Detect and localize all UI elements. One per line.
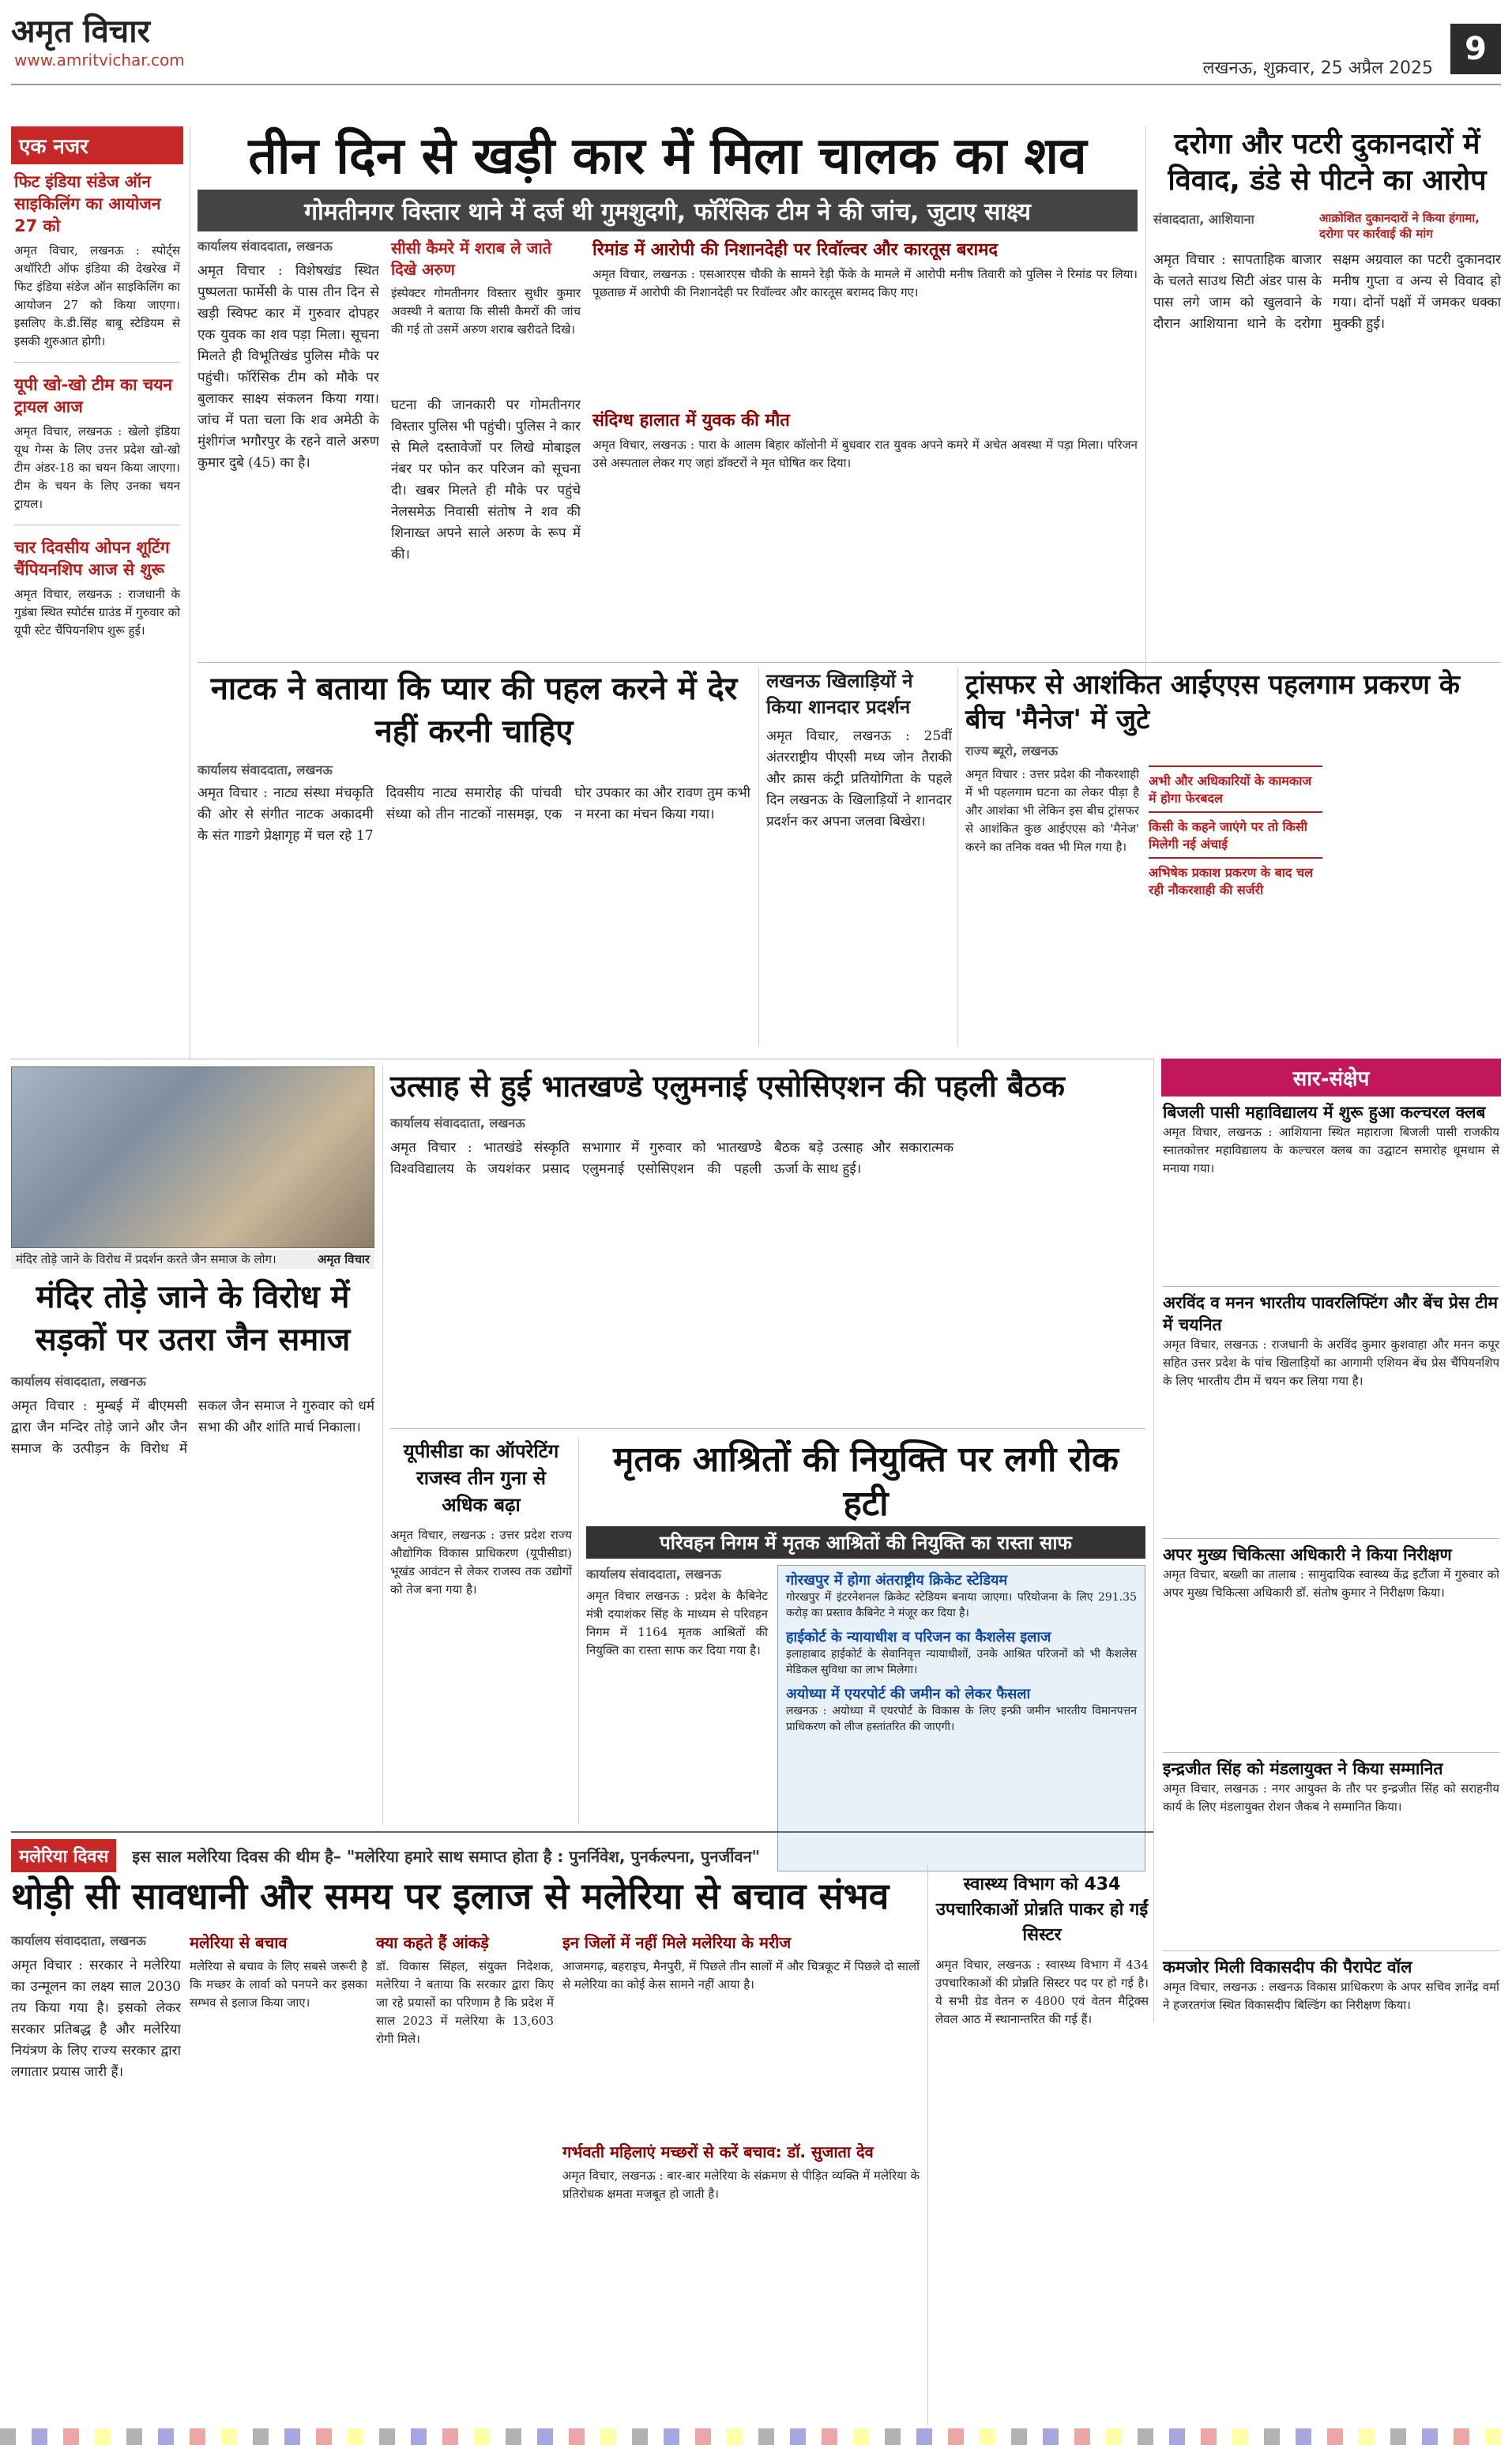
brief-title-1: फिट इंडिया संडेज ऑन साइकिलिंग का आयोजन 27 को [14,172,161,235]
lead-headline[interactable]: तीन दिन से खड़ी कार में मिला चालक का शव [248,127,1087,186]
jain-body: अमृत विचार : मुम्बई में बीएमसी द्वारा जैन मन्दिर तोड़े जाने और जैन समाज के उत्पीड़न के विरोध में सकल जैन समाज ने गुरुवार को धर्म सभा की और शांति मार्च निकाला। [11,1398,374,1457]
malaria-box-1-title: मलेरिया से बचाव [190,1933,288,1952]
jain-headline[interactable]: मंदिर तोड़े जाने के विरोध में सड़कों पर उतरा जैन समाज [35,1279,351,1358]
malaria-box-1 [190,1932,367,2400]
malaria-tag: मलेरिया दिवस [11,1839,116,1872]
column-rule [1145,126,1146,679]
daroga-story [1153,126,1501,550]
natak-body: अमृत विचार : नाट्य संस्था मंचकृति की ओर से संगीत नाटक अकादमी के संत गाडगे प्रेक्षागृह में चल रहे 17 दिवसीय नाट्य समारोह की पांचवी संध्या को तीन नाटकों नासमझ, एक घोर उपकार का और रावण तुम कभी न मरना का मंचन किया गया। [197,785,750,844]
upeida-body: अमृत विचार, लखनऊ : उत्तर प्रदेश राज्य औद्योगिक विकास प्राधिकरण (यूपीसीडा) भूखंड आवंटन से लेकर राजस्व तक उद्योगों को तेज बना गया है। [390,1528,572,1597]
remand-title: रिमांड में आरोपी की निशानदेही पर रिवॉल्वर और कारतूस बरामद [592,240,999,260]
ek-nazar-header: एक नजर [11,126,183,164]
alumni-story [390,1066,1145,1422]
lead-byline: कार्यालय संवाददाता, लखनऊ [197,239,333,254]
saar-body-2: अमृत विचार, लखनऊ : राजधानी के अरविंद कुमार कुशवाहा और मनन कपूर सहित उत्तर प्रदेश के पांच खिलाड़ियों का आगामी एशियन बेंच प्रेस चैंपियनशिप के लिए भारतीय टीम में चयन कर लिया गया है। [1163,1337,1499,1388]
saar-body-5: अमृत विचार, लखनऊ : लखनऊ विकास प्राधिकरण के अपर सचिव ज्ञानेंद्र वर्मा ने हजरतगंज स्थित विकासदीप बिल्डिंग का निरीक्षण किया। [1163,1980,1499,2012]
transfer-body-cont [1332,765,1501,1058]
nurse-promotion-story [935,1872,1149,2398]
dateline: लखनऊ, शुक्रवार, 25 अप्रैल 2025 [1202,58,1433,78]
suspicious-death-title: संदिग्ध हालात में युवक की मौत [592,411,790,431]
daroga-byline: संवाददाता, आशियाना [1153,212,1254,227]
mritak-story [586,1438,1145,1871]
malaria-lead [11,1932,181,2398]
lead-deck: गोमतीनगर विस्तार थाने में दर्ज थी गुमशुदगी, फॉरेंसिक टीम ने की जांच, जुटाए साक्ष्य [197,190,1138,231]
upeida-story [390,1438,572,1874]
cctv-sidebar-title: सीसी कैमरे में शराब ले जाते दिखे अरुण [391,239,552,279]
malaria-box-4-title: गर्भवती महिलाएं मच्छरों से करें बचाव: डॉ. सुजाता देव [562,2142,874,2161]
malaria-box-3-body: आजमगढ़, बहराइच, मैनपुरी, में पिछले तीन सालों में और चित्रकूट में पिछले दो सालों से मलेरिया का कोई केस सामने नहीं आया है। [562,1959,920,1992]
saar-body-3: अमृत विचार, बख्शी का तालाब : सामुदायिक स्वास्थ्य केंद्र इटौंजा में गुरुवार को अपर मुख्य चिकित्सा अधिकारी डॉ. संतोष कुमार ने निरीक्षण किया। [1163,1567,1499,1600]
nurse-promotion-body: अमृत विचार, लखनऊ : स्वास्थ्य विभाग में 434 उपचारिकाओं की प्रोन्नति सिस्टर पद पर हो गई है। ये सभी ग्रेड वेतन रु 4800 एवं वेतन मैट्रिक्स लेवल आठ में स्थानान्तरित की गई हैं। [935,1958,1149,2026]
column-rule [382,1066,383,1825]
jain-photo-caption-text: मंदिर तोड़े जाने के विरोध में प्रदर्शन करते जैन समाज के लोग। [16,1252,276,1266]
column-rule [758,668,759,1047]
mritak-byline: कार्यालय संवाददाता, लखनऊ [586,1567,721,1582]
saar-title-4[interactable]: इन्द्रजीत सिंह को मंडलायुक्त ने किया सम्मानित [1163,1759,1443,1778]
divider [197,662,1501,663]
suspicious-death-body: अमृत विचार, लखनऊ : पारा के आलम बिहार कॉलोनी में बुधवार रात युवक अपने कमरे में अचेत अवस्था में पड़ा मिला। परिजन उसे अस्पताल लेकर गए जहां डॉक्टरों ने मृत घोषित कर दिया। [592,438,1138,470]
malaria-box-2 [376,1932,554,2400]
natak-headline[interactable]: नाटक ने बताया कि प्यार की पहल करने में देर नहीं करनी चाहिए [210,671,738,750]
transfer-point-3: अभिषेक प्रकाश प्रकरण के बाद चल रही नौकरशाही की सर्जरी [1149,857,1322,903]
alumni-byline: कार्यालय संवाददाता, लखनऊ [390,1115,525,1130]
malaria-headline[interactable]: थोड़ी सी सावधानी और समय पर इलाज से मलेरिया से बचाव संभव [11,1875,890,1917]
divider [1163,1538,1499,1539]
divider [1163,1950,1499,1951]
saar-body-1: अमृत विचार, लखनऊ : आशियाना स्थित महाराजा बिजली पासी राजकीय स्नातकोत्तर महाविद्यालय के कल्चरल क्लब का उद्घाटन समारोह धूमधाम से मनाया गया। [1163,1125,1499,1175]
brief-body-1: अमृत विचार, लखनऊ : स्पोर्ट्स अथॉरिटी ऑफ इंडिया की देखरेख में फिट इंडिया संडेज ऑन साइकिलिंग का आयोजन 27 को किया जाएगा। इसलिए के.डी.सिंह बाबू स्टेडियम से इसकी शुरुआत होगी। [14,243,180,348]
page-number: 9 [1450,24,1501,74]
jain-photo-caption [11,1250,374,1269]
malaria-band [11,1839,1145,1872]
ek-nazar-column [11,126,183,1059]
mritak-headline[interactable]: मृतक आश्रितों की नियुक्ति पर लगी रोक हटी [613,1439,1119,1524]
divider [1163,1286,1499,1287]
khiladi-body: अमृत विचार, लखनऊ : 25वीं अंतरराष्ट्रीय पीएसी मध्य जोन तैराकी और क्रास कंट्री प्रतियोगिता के पहले दिन लखनऊ के खिलाड़ियों ने शानदार प्रदर्शन कर अपना जलवा बिखेरा। [766,728,952,829]
divider [14,362,180,363]
malaria-byline: कार्यालय संवाददाता, लखनऊ [11,1933,146,1948]
jain-byline: कार्यालय संवाददाता, लखनऊ [11,1374,146,1389]
stadium-body: गोरखपुर में इंटरनेशनल क्रिकेट स्टेडियम बनाया जाएगा। परियोजना के लिए 291.35 करोड़ का प्रस्ताव कैबिनेट ने मंजूर कर दिया है। [786,1591,1137,1619]
khiladi-story [766,668,952,1026]
jain-story [11,1276,374,1838]
saar-title-1[interactable]: बिजली पासी महाविद्यालय में शुरू हुआ कल्चरल क्लब [1163,1103,1486,1122]
khiladi-headline[interactable]: लखनऊ खिलाड़ियों ने किया शानदार प्रदर्शन [766,670,913,718]
transfer-headline[interactable]: ट्रांसफर से आशंकित आईएएस पहलगाम प्रकरण के बीच 'मैनेज' में जुटे [965,669,1461,735]
transfer-body: अमृत विचार : उत्तर प्रदेश की नौकरशाही में भी पहलगाम घटना का लेकर पीड़ा है और आशंका भी लेकिन इस बीच ट्रांसफर से आशंकित कुछ आईएएस को 'मैनेज' करने का तनिक वक्त भी मिल गया है। [965,767,1139,854]
column-rule [957,668,958,1047]
brief-body-3: अमृत विचार, लखनऊ : राजधानी के गुडंबा स्थित स्पोर्टस ग्राउंड में गुरुवार को यूपी स्टेट चैंपियनशिप शुरू हुई। [14,587,180,638]
remand-story [592,237,1138,594]
malaria-headline-block [11,1872,920,1920]
brief-body-2: अमृत विचार, लखनऊ : खेलो इंडिया यूथ गेम्स के लिए उत्तर प्रदेश खो-खो टीम अंडर-18 का चयन किया जाएगा। टीम के चयन के लिए उनका चयन ट्रायल। [14,424,180,511]
transfer-story [965,668,1501,1058]
malaria-body: अमृत विचार : सरकार ने मलेरिया का उन्मूलन का लक्ष्य साल 2030 तय किया गया है। इसको लेकर सरकार प्रतिबद्ध है और मलेरिया नियंत्रण के लिए राज्य सरकार द्वारा लगातार प्रयास जारी हैं। [11,1958,181,2080]
lead-story [197,126,1138,231]
lead-body-2: घटना की जानकारी पर गोमतीनगर विस्तार पुलिस भी पहुंची। पुलिस ने कार से मिले दस्तावेजों पर लिखे मोबाइल नंबर पर फोन कर परिजन को सूचना दी। खबर मिलते ही मौके पर पहुंचे नेलसमेऊ निवासी संतोष ने शव की शिनाख्त अपने साले अरुण के रूप में की। [391,397,581,562]
transfer-point-1: अभी और अधिकारियों के कामकाज में होगा फेरबदल [1149,765,1322,811]
transfer-byline: राज्य ब्यूरो, लखनऊ [965,743,1059,758]
malaria-box-3 [562,1932,920,2388]
daroga-body: अमृत विचार : सापताहिक बाजार के चलते साउथ सिटी अंडर पास के पास लगे जाम को खुलवाने के दौरान आशियाना थाने के दरोगा सक्षम अग्रवाल का पटरी दुकानदार मनीष गुप्ता व अन्य से विवाद हो गया। दोनों पक्षों में जमकर धक्का मुक्की हुई। [1153,252,1501,332]
transfer-point-2: किसी के कहने जाएंगे पर तो किसी मिलेगी नई अंचाई [1149,811,1322,857]
malaria-box-2-body: डॉ. विकास सिंहल, संयुक्त निदेशक, मलेरिया ने बताया कि सरकार द्वारा किए जा रहे प्रयासों का परिणाम है कि प्रदेश में साल 2023 में मलेरिया के 13,603 रोगी मिले। [376,1959,554,2046]
airport-title: अयोध्या में एयरपोर्ट की जमीन को लेकर फैसला [786,1686,1031,1702]
lead-body-1: अमृत विचार : विशेषखंड स्थित पुष्पलता फार्मेसी के पास तीन दिन से खड़ी स्विफ्ट कार में गुरुवार दोपहर एक युवक का शव पड़ा मिला। सूचना मिलते ही विभूतिखंड पुलिस मौके पर पहुंची। फॉरेंसिक टीम को मौके पर बुलाकर साक्ष्य संकलन किया गया। जांच में पता चला कि शव अमेठी के मुंशीगंज भगौरपुर के रहने वाले अरुण कुमार दुबे (45) का है। [197,263,379,471]
natak-byline: कार्यालय संवाददाता, लखनऊ [197,762,333,777]
website-url[interactable]: www.amritvichar.com [14,51,185,70]
mritak-body: अमृत विचार लखनऊ : प्रदेश के कैबिनेट मंत्री दयाशंकर सिंह के माध्यम से परिवहन निगम में 1164 मृतक आश्रितों की नियुक्ति का रास्ता साफ कर दिया गया है। [586,1589,768,1657]
mritak-deck: परिवहन निगम में मृतक आश्रितों की नियुक्ति का रास्ता साफ [586,1526,1145,1559]
newspaper-logo: अमृत विचार [11,13,150,50]
nurse-promotion-headline[interactable]: स्वास्थ्य विभाग को 434 उपचारिकाओं प्रोन्नति पाकर हो गईं सिस्टर [935,1875,1149,1945]
jain-protest-photo [11,1066,374,1248]
remand-body: अमृत विचार, लखनऊ : एसआरएस चौकी के सामने रेड़ी फेंके के मामले में आरोपी मनीष तिवारी को पुलिस ने रिमांड पर लिया। पूछताछ में आरोपी की निशानदेही पर रिवॉल्वर और कारतूस बरामद किए गए। [592,267,1138,299]
cashless-body: इलाहाबाद हाईकोर्ट के सेवानिवृत्त न्यायाधीशों, उनके आश्रित परिजनों को भी कैशलेस मेडिकल सुविधा का लाभ मिलेगा। [786,1648,1137,1676]
jain-photo-credit: अमृत विचार [318,1252,370,1266]
malaria-box-4-body: अमृत विचार, लखनऊ : बार-बार मलेरिया के संक्रमण से पीड़ित व्यक्ति में मलेरिया के प्रतिरोधक क्षमता मजबूत हो जाती है। [562,2169,920,2201]
column-rule [1153,1059,1154,2022]
malaria-box-1-body: मलेरिया से बचाव के लिए सबसे जरूरी है कि मच्छर के लार्वा को पनपने कर इसका सम्भव से इलाज किया जाए। [190,1959,367,2010]
malaria-theme: इस साल मलेरिया दिवस की थीम है– "मलेरिया हमारे साथ समाप्त होता है : पुनर्निवेश, पुनर्कल्पना, पुनर्जीवन" [132,1846,761,1866]
column-rule [578,1438,579,1825]
malaria-box-3-title: इन जिलों में नहीं मिले मलेरिया के मरीज [562,1933,792,1952]
cctv-sidebar [391,237,581,403]
alumni-body: अमृत विचार : भातखंडे संस्कृति विश्वविद्यालय के जयशंकर प्रसाद सभागार में गुरुवार को भातखण्डे एलुमनाई एसोसिएशन की पहली बैठक बड़े उत्साह और सकारात्मक ऊर्जा के साथ हुई। [390,1140,953,1177]
column-rule [927,1864,928,2425]
masthead-rule [11,84,1501,85]
natak-story [197,668,750,1028]
divider [1163,1752,1499,1753]
saar-title-3[interactable]: अपर मुख्य चिकित्सा अधिकारी ने किया निरीक्षण [1163,1545,1452,1564]
brief-title-3: चार दिवसीय ओपन शूटिंग चैंपियनशिप आज से शुरू [14,538,170,579]
saar-title-5[interactable]: कमजोर मिली विकासदीप की पैरापेट वॉल [1163,1958,1412,1977]
brief-title-2: यूपी खो-खो टीम का चयन ट्रायल आज [14,375,173,416]
divider [11,1831,1153,1833]
masthead [0,0,1512,118]
daroga-headline[interactable]: दरोगा और पटरी दुकानदारों में विवाद, डंडे से पीटने का आरोप [1168,128,1487,197]
stadium-title: गोरखपुर में होगा अंतराष्ट्रीय क्रिकेट स्टेडियम [786,1572,1008,1589]
saar-body-4: अमृत विचार, लखनऊ : नगर आयुक्त के तौर पर इन्द्रजीत सिंह को सराहनीय कार्य के लिए मंडलायुक्त रोशन जैकब ने सम्मानित किया। [1163,1781,1499,1814]
upeida-headline[interactable]: यूपीसीडा का ऑपरेटिंग राजस्व तीन गुना से अधिक बढ़ा [403,1440,559,1516]
print-registration-strip [0,2428,1512,2445]
cashless-title: हाईकोर्ट के न्यायाधीश व परिजन का कैशलेस इलाज [786,1629,1051,1646]
alumni-headline[interactable]: उत्साह से हुई भातखण्डे एलुमनाई एसोसिएशन की पहली बैठक [390,1069,1065,1104]
airport-body: लखनऊ : अयोध्या में एयरपोर्ट के विकास के लिए इन्फ्री जमीन भारतीय विमानपत्तन प्राधिकरण को लीज हस्तांतरित की जाएगी। [786,1705,1137,1733]
divider [390,1428,1145,1429]
daroga-kicker: आक्रोशित दुकानदारों ने किया हंगामा, दरोगा पर कार्रवाई की मांग [1319,211,1480,241]
saar-sankshep-header: सार-संक्षेप [1161,1059,1501,1096]
saar-sankshep-column [1161,1059,1501,2220]
malaria-box-2-title: क्या कहते हैं आंकड़े [376,1933,489,1952]
cctv-sidebar-body: इंस्पेक्टर गोमतीनगर विस्तार सुधीर कुमार अवस्थी ने बताया कि सीसी कैमरों की जांच की गई तो उसमें अरुण शराब खरीदते दिखे। [391,286,581,337]
saar-title-2[interactable]: अरविंद व मनन भारतीय पावरलिफ्टिंग और बेंच प्रेस टीम में चयनित [1163,1293,1499,1334]
